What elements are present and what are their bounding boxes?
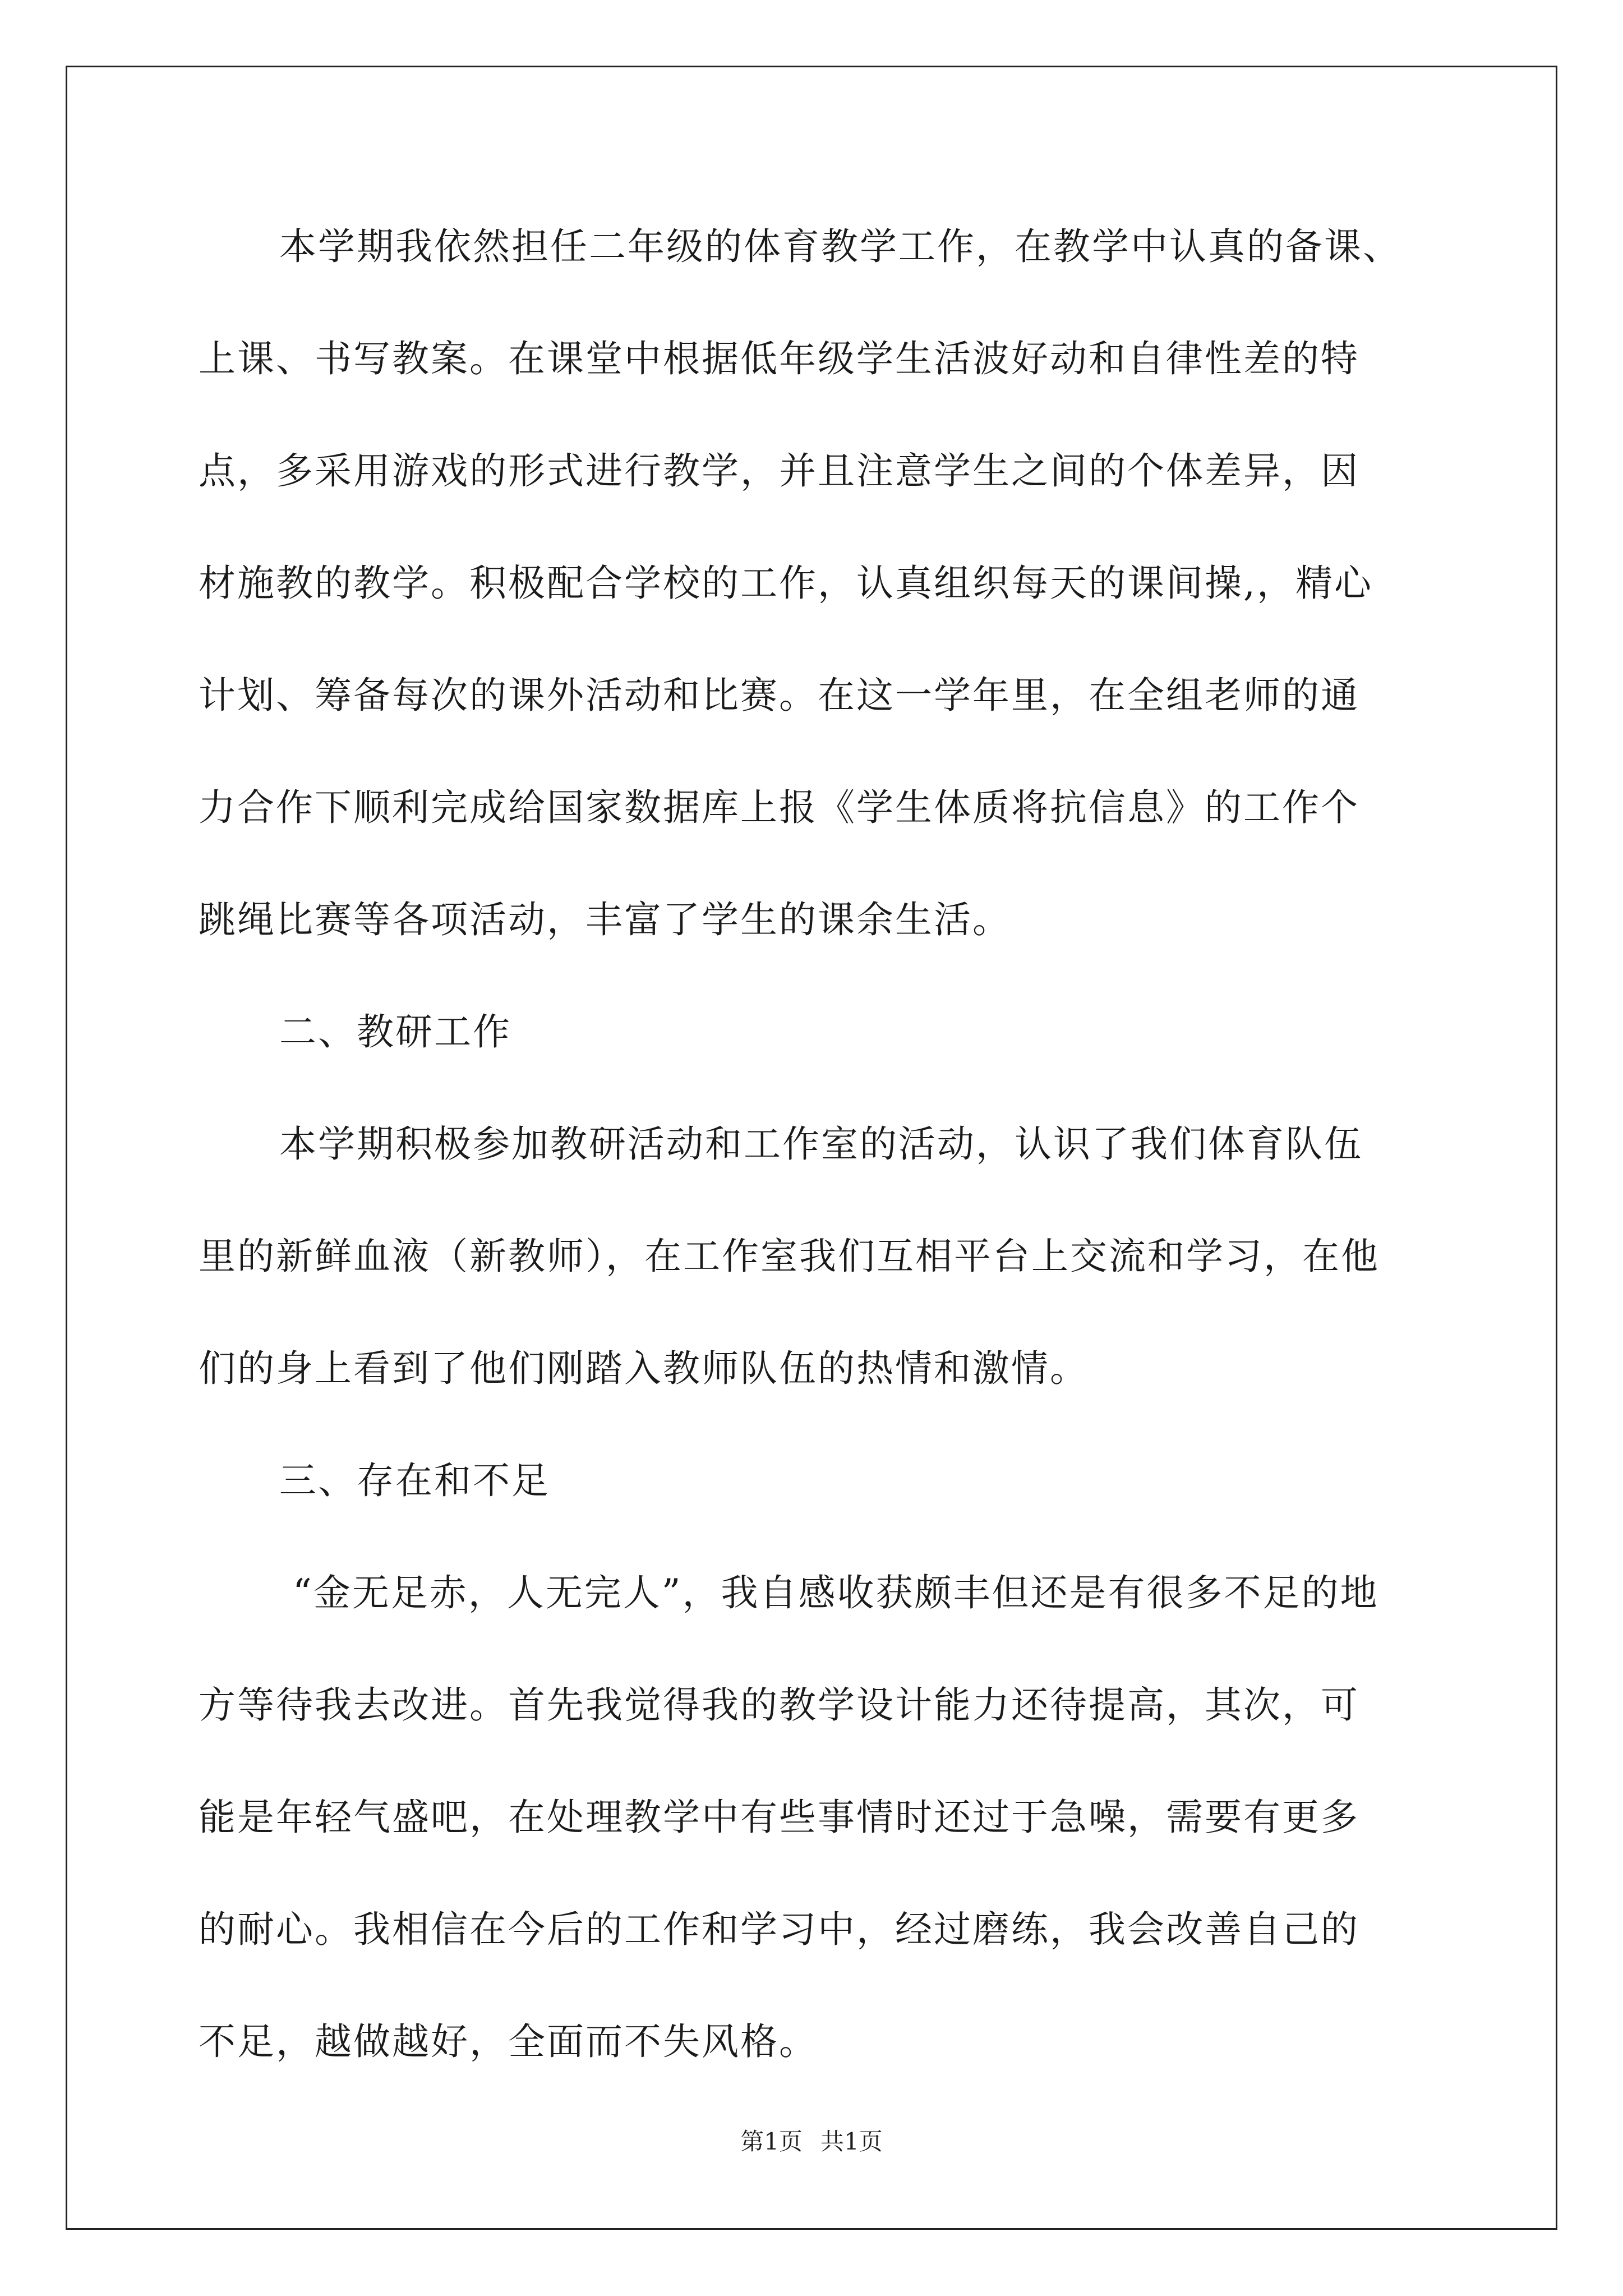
section-heading: 二、教研工作 [279, 1010, 511, 1053]
paragraph-line: 力合作下顺利完成给国家数据库上报《学生体质将抗信息》的工作个 [199, 786, 1359, 829]
paragraph-line: 跳绳比赛等各项活动，丰富了学生的课余生活。 [199, 898, 1011, 941]
paragraph-line: 材施教的教学。积极配合学校的工作，认真组织每天的课间操,，精心 [199, 562, 1373, 605]
paragraph-line: 计划、筹备每次的课外活动和比赛。在这一学年里，在全组老师的通 [199, 674, 1359, 717]
page-total: 共1页 [820, 2128, 883, 2155]
paragraph-line: 里的新鲜血液（新教师），在工作室我们互相平台上交流和学习，在他 [199, 1235, 1380, 1278]
paragraph-line: 的耐心。我相信在今后的工作和学习中，经过磨练，我会改善自己的 [199, 1908, 1359, 1951]
paragraph-line: 不足，越做越好，全面而不失风格。 [199, 2020, 818, 2063]
paragraph-line: “金无足赤，人无完人”，我自感收获颇丰但还是有很多不足的地 [293, 1571, 1379, 1614]
paragraph-line: 点，多采用游戏的形式进行教学，并且注意学生之间的个体差异，因 [199, 449, 1359, 493]
section-heading: 三、存在和不足 [279, 1459, 550, 1502]
paragraph-line: 能是年轻气盛吧，在处理教学中有些事情时还过于急噪，需要有更多 [199, 1796, 1359, 1839]
paragraph-line: 们的身上看到了他们刚踏入教师队伍的热情和激情。 [199, 1347, 1089, 1390]
page-number: 第1页 [740, 2128, 803, 2155]
paragraph-line: 上课、书写教案。在课堂中根据低年级学生活波好动和自律性差的特 [199, 337, 1359, 380]
paragraph-line: 本学期我依然担任二年级的体育教学工作，在教学中认真的备课、 [279, 225, 1401, 268]
paragraph-line: 方等待我去改进。首先我觉得我的教学设计能力还待提高，其次，可 [199, 1683, 1359, 1727]
paragraph-line: 本学期积极参加教研活动和工作室的活动，认识了我们体育队伍 [279, 1122, 1363, 1166]
page-footer [0, 2125, 1623, 2159]
